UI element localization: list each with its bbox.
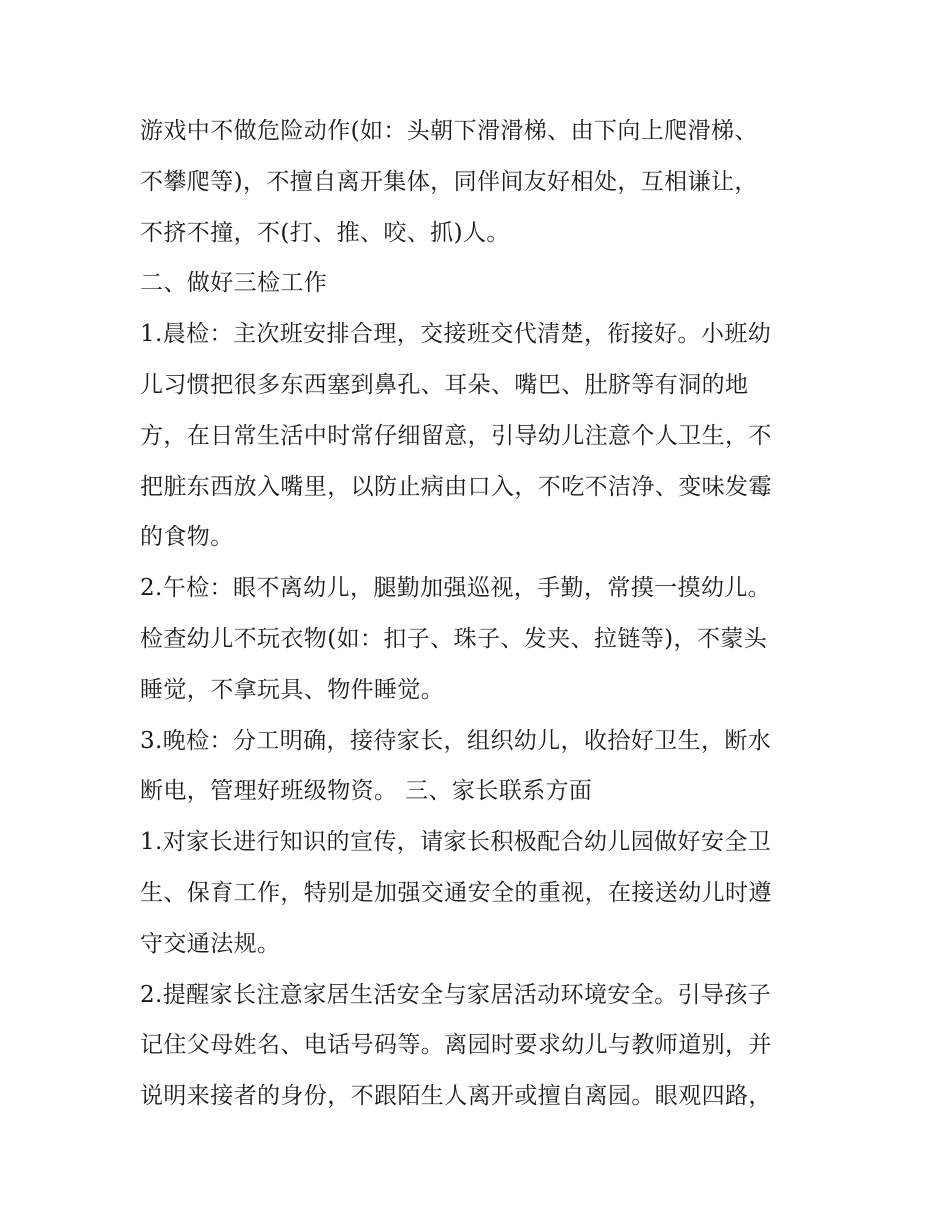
- text-line: 生、保育工作，特别是加强交通安全的重视，在接送幼儿时遵: [140, 879, 772, 906]
- text-line: 不挤不撞，不(打、推、咬、抓)人。: [140, 219, 510, 246]
- text-line: 1.晨检：主次班安排合理，交接班交代清楚，衔接好。小班幼: [140, 321, 772, 348]
- text-line: 儿习惯把很多东西塞到鼻孔、耳朵、嘴巴、肚脐等有洞的地: [140, 371, 749, 398]
- text-line: 2.午检：眼不离幼儿，腿勤加强巡视，手勤，常摸一摸幼儿。: [140, 575, 772, 602]
- text-line: 的食物。: [140, 524, 234, 551]
- body-text: [140, 106, 830, 1122]
- text-line: 方，在日常生活中时常仔细留意，引导幼儿注意个人卫生，不: [140, 422, 772, 449]
- text-line: 1.对家长进行知识的宣传，请家长积极配合幼儿园做好安全卫: [140, 829, 772, 856]
- text-line: 2.提醒家长注意家居生活安全与家居活动环境安全。引导孩子: [140, 981, 772, 1008]
- text-line: 记住父母姓名、电话号码等。离园时要求幼儿与教师道别，并: [140, 1032, 772, 1059]
- text-line: 3.晚检：分工明确，接待家长，组织幼儿，收拾好卫生，断水: [140, 727, 772, 754]
- text-line: 断电，管理好班级物资。 三、家长联系方面: [140, 778, 593, 805]
- text-line: 把脏东西放入嘴里，以防止病由口入，不吃不洁净、变味发霉: [140, 473, 772, 500]
- text-line: 游戏中不做危险动作(如：头朝下滑滑梯、由下向上爬滑梯、: [140, 118, 758, 144]
- text-line: 说明来接者的身份，不跟陌生人离开或擅自离园。眼观四路，: [140, 1083, 772, 1110]
- text-line: 睡觉，不拿玩具、物件睡觉。: [140, 676, 445, 703]
- text-line: 检查幼儿不玩衣物(如：扣子、珠子、发夹、拉链等)，不蒙头: [140, 625, 768, 652]
- text-line: 不攀爬等)，不擅自离开集体，同伴间友好相处，互相谦让，: [140, 168, 758, 195]
- text-line: 守交通法规。: [140, 930, 281, 957]
- section-heading: 二、做好三检工作: [140, 270, 328, 297]
